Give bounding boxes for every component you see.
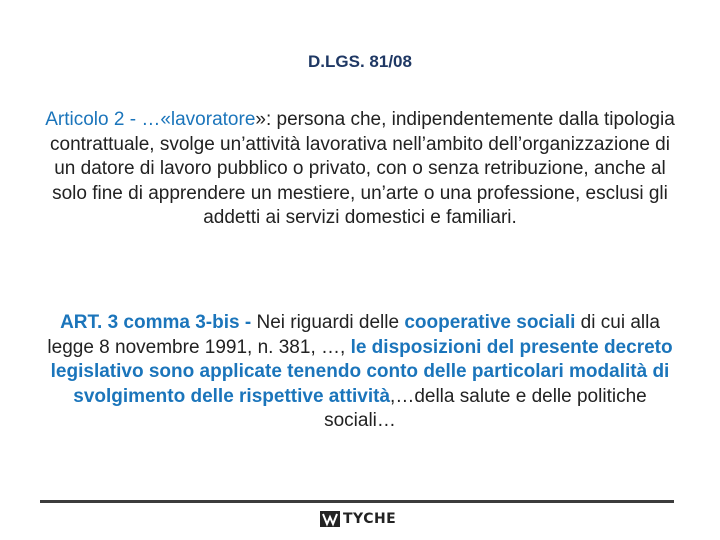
article-3-paragraph <box>40 311 680 434</box>
article-3-text-c: ,…della salute e delle politiche sociali… <box>324 385 647 432</box>
footer-divider <box>40 500 674 503</box>
article-2-text: »: persona che, indipendentemente dalla tipologia contrattuale, svolge un’attività lavorativa nell’ambito dell’organizzazione di un datore di lavoro pubblico o privato, con o senza retribuzione, anche al solo fine di apprendere un mestiere, un’arte o una professione, esclusi gli addetti ai servizi domestici e familiari. <box>50 109 675 229</box>
article-3-reference: ART. 3 comma 3-bis - <box>60 312 252 333</box>
article-2-reference: Articolo 2 - …« <box>45 109 171 130</box>
footer-logo <box>320 509 396 529</box>
page-title: D.LGS. 81/08 <box>308 52 412 71</box>
article-3-emphasis: le disposizioni del presente decreto legislativo sono applicate tenendo conto delle particolari modalità di svolgimento delle rispettive attività <box>50 336 673 407</box>
term-cooperative-sociali: cooperative sociali <box>404 312 576 333</box>
article-3-text-b: di cui alla legge 8 novembre 1991, n. 381, …, <box>47 312 660 358</box>
tyche-logo-icon <box>320 511 340 527</box>
term-lavoratore: lavoratore <box>170 109 256 130</box>
logo-text: TYCHE <box>343 511 397 527</box>
article-3-text-a: Nei riguardi delle <box>251 312 405 333</box>
article-2-paragraph <box>40 108 680 231</box>
